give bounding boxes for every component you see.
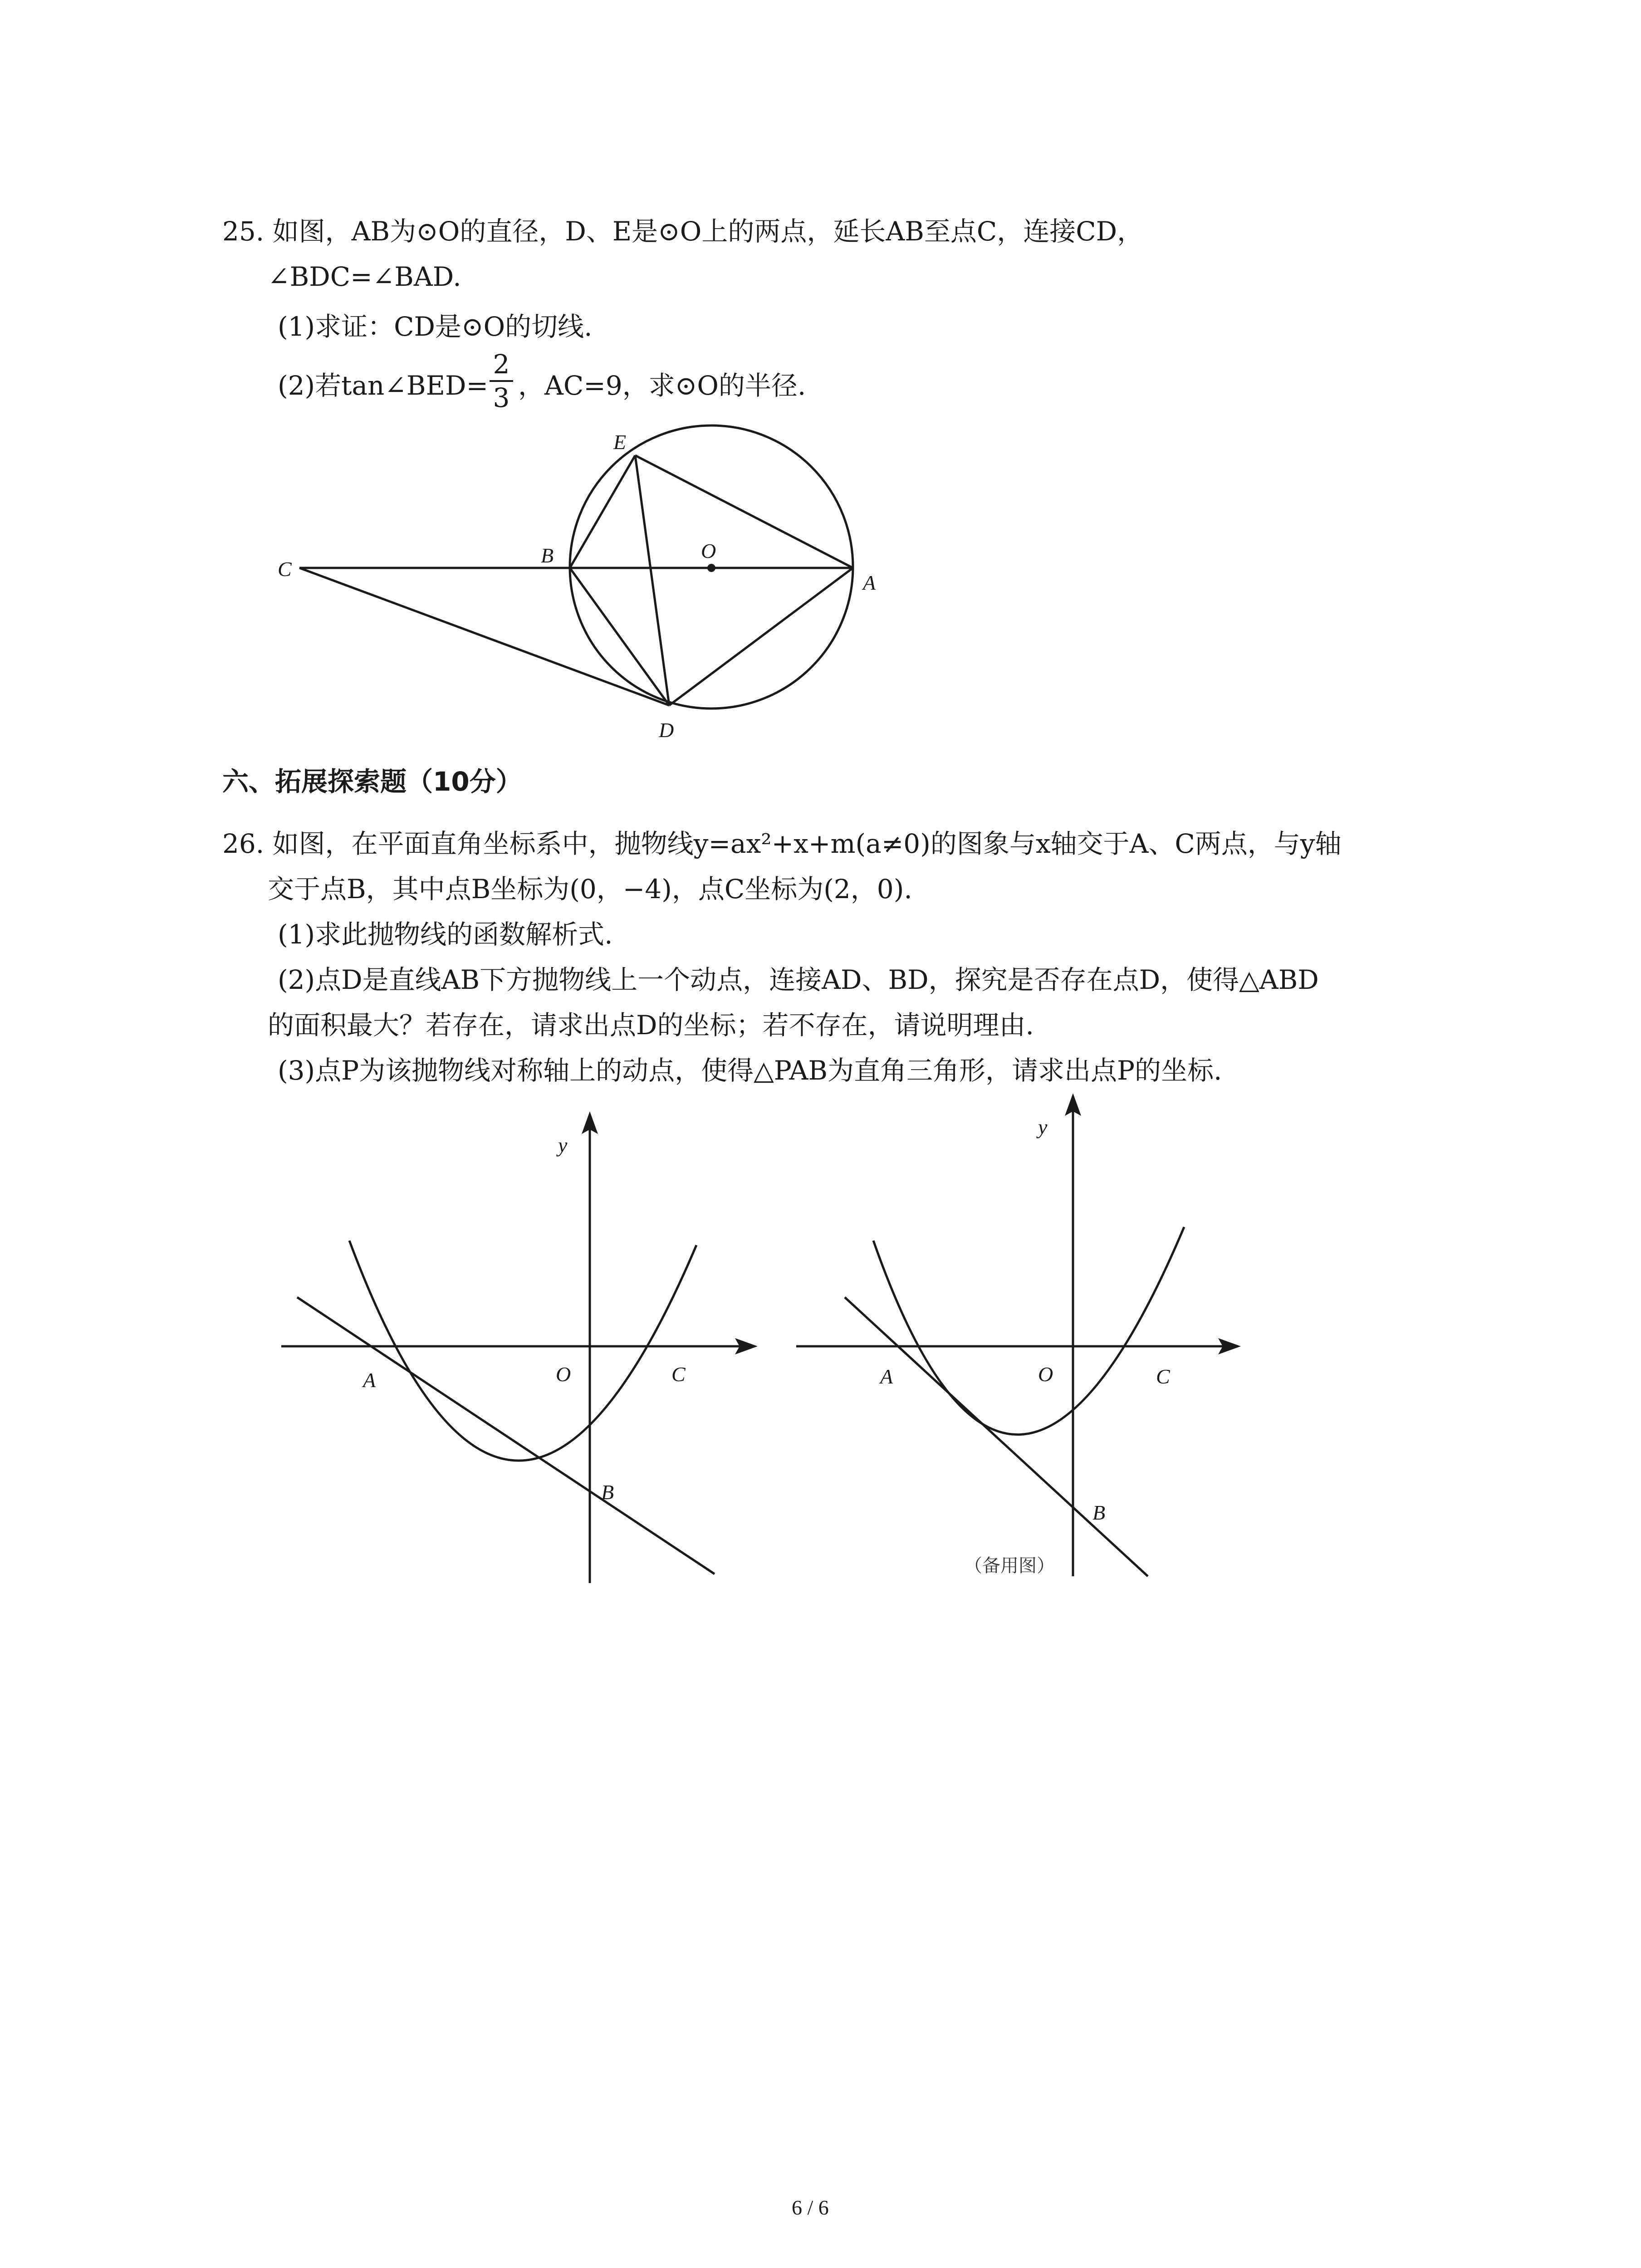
q25-part1: (1)求证：CD是⊙O的切线. bbox=[278, 311, 593, 342]
q26-parabola-figure bbox=[272, 1089, 771, 1597]
page-number: 6 / 6 bbox=[792, 2196, 829, 2219]
section6-heading: 六、拓展探索题（10分） bbox=[222, 766, 522, 797]
parabola-curve bbox=[873, 1227, 1184, 1435]
q25-stem-line2: ∠BDC=∠BAD. bbox=[268, 261, 461, 292]
q25-circle-figure bbox=[263, 422, 898, 748]
label-b: B bbox=[601, 1481, 614, 1504]
line-ab bbox=[845, 1297, 1148, 1576]
label-c: C bbox=[671, 1363, 686, 1386]
label-o: O bbox=[556, 1363, 571, 1386]
label-d: D bbox=[659, 719, 674, 742]
q26-stem-line1: 26. 如图，在平面直角坐标系中，抛物线y=ax²+x+m(a≠0)的图象与x轴交于A、C两点，与y轴 bbox=[222, 828, 1342, 859]
line-be bbox=[570, 455, 635, 568]
label-a: A bbox=[880, 1365, 893, 1388]
label-c: C bbox=[278, 557, 292, 581]
fraction-denominator: 3 bbox=[493, 382, 510, 413]
label-o: O bbox=[701, 539, 716, 562]
line-ad bbox=[669, 568, 853, 705]
backup-caption: （备用图） bbox=[964, 1555, 1055, 1576]
label-a: A bbox=[863, 571, 876, 594]
q26-part3: (3)点P为该抛物线对称轴上的动点，使得△PAB为直角三角形，请求出点P的坐标. bbox=[278, 1055, 1222, 1086]
q25-stem-line1: 25. 如图，AB为⊙O的直径，D、E是⊙O上的两点，延长AB至点C，连接CD， bbox=[222, 216, 1144, 247]
label-y: y bbox=[1038, 1115, 1048, 1139]
q26-part2-line1: (2)点D是直线AB下方抛物线上一个动点，连接AD、BD，探究是否存在点D，使得△ABD bbox=[278, 964, 1319, 995]
label-a: A bbox=[363, 1369, 376, 1392]
fraction-bar bbox=[490, 380, 513, 382]
line-ea bbox=[635, 455, 853, 568]
label-b: B bbox=[541, 544, 554, 567]
q26-part1: (1)求此抛物线的函数解析式. bbox=[278, 919, 613, 950]
parabola-curve bbox=[349, 1241, 696, 1461]
fraction-numerator: 2 bbox=[493, 349, 510, 380]
label-c: C bbox=[1156, 1365, 1170, 1388]
line-cd bbox=[299, 568, 669, 705]
q25-part2-suffix: ，AC=9，求⊙O的半径. bbox=[518, 370, 806, 401]
line-ed bbox=[635, 455, 669, 705]
q26-part2-line2: 的面积最大？若存在，请求出点D的坐标；若不存在，请说明理由. bbox=[268, 1010, 1034, 1041]
label-e: E bbox=[613, 430, 627, 454]
label-o: O bbox=[1038, 1363, 1053, 1386]
q25-part2-prefix: (2)若tan∠BED= bbox=[278, 370, 489, 401]
label-b: B bbox=[1092, 1501, 1106, 1524]
center-dot bbox=[707, 564, 715, 572]
q26-stem-line2: 交于点B，其中点B坐标为(0，−4)，点C坐标为(2，0). bbox=[268, 874, 912, 904]
q26-backup-figure bbox=[785, 1080, 1275, 1588]
q25-fraction bbox=[488, 349, 515, 413]
label-y: y bbox=[558, 1134, 568, 1157]
